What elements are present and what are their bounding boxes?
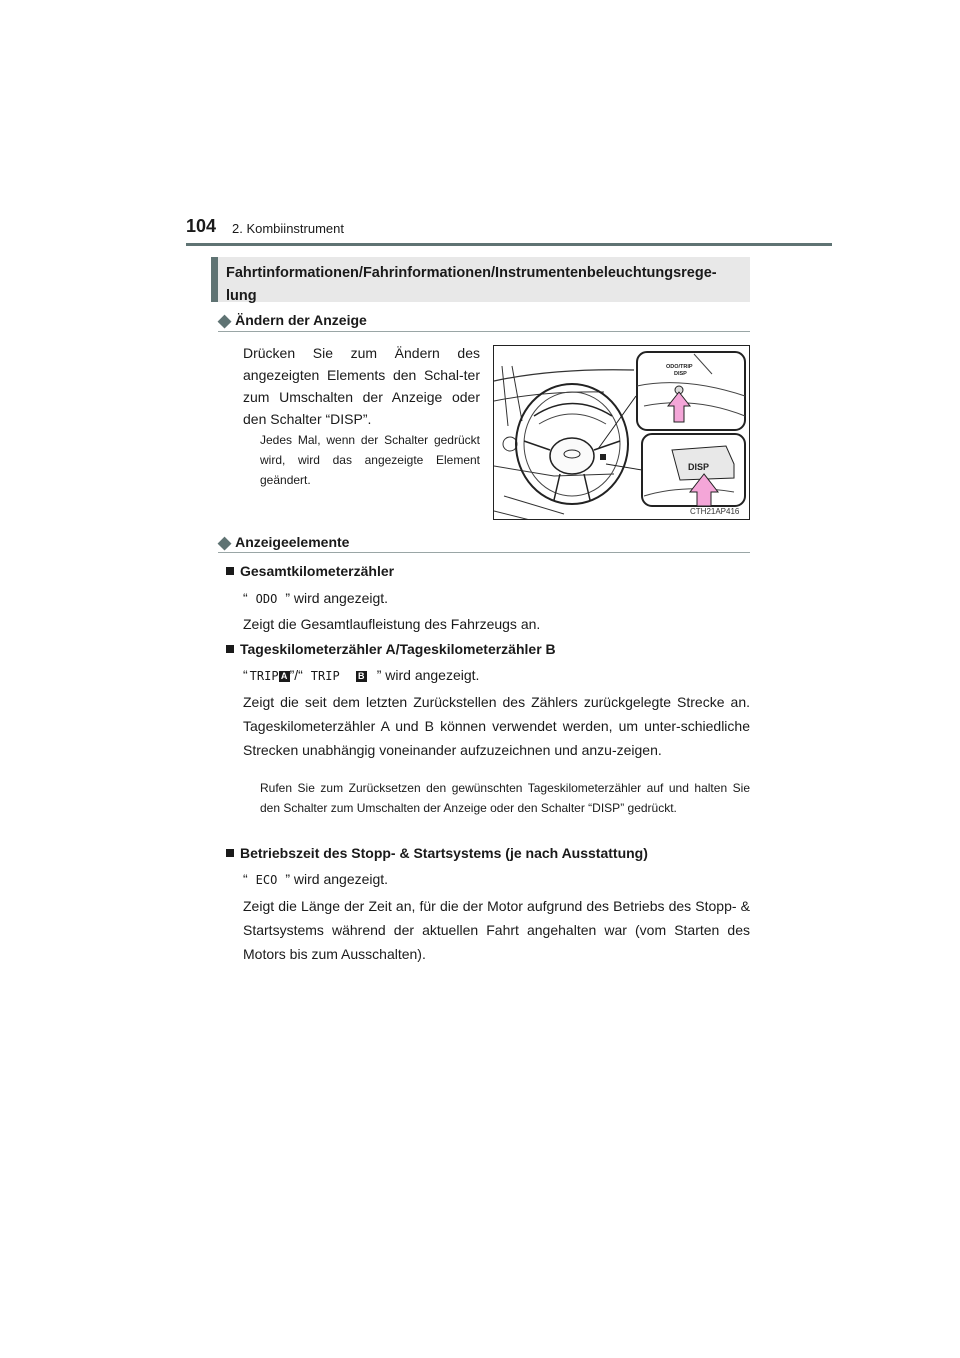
- trip-a-badge: A: [279, 671, 290, 682]
- subheading-change-display-label: Ändern der Anzeige: [235, 312, 367, 328]
- square-bullet-icon: [226, 645, 234, 653]
- indicator-separator: ”/“: [289, 667, 303, 683]
- chapter-title: 2. Kombiinstrument: [232, 221, 344, 236]
- label-disp-small: DISP: [674, 371, 687, 377]
- trip-b-indicator: TRIP: [310, 669, 340, 683]
- quote-open: “: [243, 667, 248, 683]
- odo-indicator: ODO: [255, 592, 278, 606]
- item-odometer-indicator-line: [243, 587, 388, 610]
- quote-open: “: [243, 590, 248, 606]
- indicator-suffix: ” wird angezeigt.: [285, 590, 389, 606]
- indicator-suffix: ” wird angezeigt.: [285, 871, 389, 887]
- subheading-change-display: [218, 310, 367, 330]
- subheading-display-items-label: Anzeigeelemente: [235, 534, 350, 550]
- item-trip-note: Rufen Sie zum Zurücksetzen den gewünschten Tageskilometerzähler auf und halten Sie den Schalter zum Umschalten der Anzeige oder den Schalter “DISP” gedrückt.: [260, 781, 750, 815]
- section-title: Fahrtinformationen/Fahrinformationen/Instrumentenbeleuchtungsrege-lung: [226, 265, 717, 304]
- change-display-note: Jedes Mal, wenn der Schalter gedrückt wird, wird das angezeigte Element geändert.: [260, 433, 480, 487]
- subheading-display-items: [218, 532, 349, 552]
- item-odometer-title-label: Gesamtkilometerzähler: [240, 563, 395, 579]
- item-eco-title-label: Betriebszeit des Stopp- & Startsystems (je nach Ausstattung): [240, 845, 648, 861]
- illustration-code: CTH21AP416: [690, 507, 740, 516]
- change-display-text: Drücken Sie zum Ändern des angezeigten Elements den Schal-ter zum Umschalten der Anzeige oder den Schalter “DISP”.: [243, 345, 480, 427]
- item-odometer-title: [226, 563, 394, 579]
- diamond-icon: ◆: [218, 311, 232, 330]
- item-trip-indicator-line: [243, 664, 479, 687]
- page-number: 104: [186, 216, 217, 236]
- quote-open: “: [243, 871, 248, 887]
- header-divider: [186, 243, 832, 246]
- square-bullet-icon: [226, 567, 234, 575]
- trip-a-indicator: TRIP: [249, 669, 279, 683]
- item-eco-description: Zeigt die Länge der Zeit an, für die der Motor aufgrund des Betriebs des Stopp- & Startsystems während der aktuellen Fahrt angehalten war (vom Starten des Motors bis zum Ausschalten).: [243, 898, 750, 962]
- subheading-divider: [218, 552, 750, 553]
- square-bullet-icon: [226, 849, 234, 857]
- steering-wheel-illustration: [493, 345, 750, 520]
- label-odo-trip: ODO/TRIP: [666, 364, 693, 370]
- subheading-divider: [218, 331, 750, 332]
- item-trip-title: [226, 641, 556, 657]
- diamond-icon: ◆: [218, 533, 232, 552]
- item-trip-title-label: Tageskilometerzähler A/Tageskilometerzähler B: [240, 641, 556, 657]
- trip-b-badge: B: [356, 671, 367, 682]
- eco-indicator: ECO: [255, 873, 278, 887]
- item-odometer-description: Zeigt die Gesamtlaufleistung des Fahrzeugs an.: [243, 616, 541, 632]
- item-eco-indicator-line: [243, 868, 388, 891]
- item-eco-title: [226, 845, 648, 861]
- steering-wheel-drawing: [494, 346, 750, 520]
- indicator-suffix: ” wird angezeigt.: [376, 667, 480, 683]
- item-trip-description: Zeigt die seit dem letzten Zurückstellen des Zählers zurückgelegte Strecke an. Tageskilometerzähler A und B können verwendet werden, um unter-schiedliche Strecken unabhängig voneinander aufzuzeichnen und anzu-zeigen.: [243, 694, 750, 758]
- label-disp: DISP: [688, 462, 710, 472]
